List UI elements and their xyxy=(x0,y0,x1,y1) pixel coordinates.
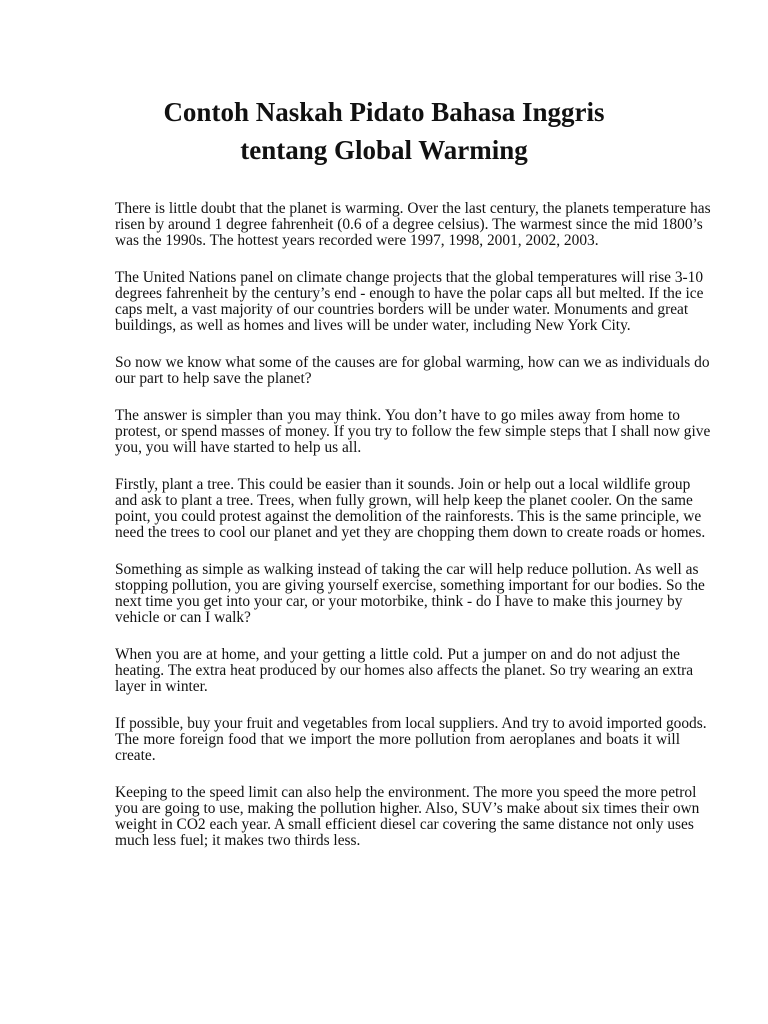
text-line: and ask to plant a tree. Trees, when fully grown, will help keep the planet cooler. On the same xyxy=(115,492,693,509)
text-line: buildings, as well as homes and lives will be under water, including New York City. xyxy=(115,317,631,334)
paragraph xyxy=(115,784,700,849)
text-line: The United Nations panel on climate change projects that the global temperatures will rise 3-10 xyxy=(115,269,704,286)
text-line: protest, or spend masses of money. If you try to follow the few simple steps that I shall now give xyxy=(115,423,711,440)
paragraph xyxy=(115,354,710,387)
text-line: risen by around 1 degree fahrenheit (0.6 of a degree celsius). The warmest since the mid 1800’s xyxy=(115,216,703,233)
text-line: caps melt, a vast majority of our countries borders will be under water. Monuments and great xyxy=(115,301,689,318)
text-line: much less fuel; it makes two thirds less. xyxy=(115,832,361,849)
text-line: weight in CO2 each year. A small efficient diesel car covering the same distance not only uses xyxy=(115,816,694,833)
text-line: our part to help save the planet? xyxy=(115,370,312,387)
paragraph xyxy=(115,269,704,334)
text-line: Keeping to the speed limit can also help the environment. The more you speed the more petrol xyxy=(115,784,697,801)
paragraph xyxy=(115,200,711,249)
text-line: was the 1990s. The hottest years recorded were 1997, 1998, 2001, 2002, 2003. xyxy=(115,232,599,249)
text-line: need the trees to cool our planet and yet they are chopping them down to create roads or homes. xyxy=(115,524,706,541)
text-line: layer in winter. xyxy=(115,678,208,695)
paragraph xyxy=(115,646,694,695)
paragraph xyxy=(115,476,706,541)
text-line: The answer is simpler than you may think. You don’t have to go miles away from home to xyxy=(115,407,680,424)
text-line: create. xyxy=(115,747,156,764)
text-line: The more foreign food that we import the more pollution from aeroplanes and boats it will xyxy=(115,731,680,748)
text-line: vehicle or can I walk? xyxy=(115,609,251,626)
title-line: tentang Global Warming xyxy=(240,135,528,165)
text-line: next time you get into your car, or your motorbike, think - do I have to make this journey by xyxy=(115,593,683,610)
text-line: There is little doubt that the planet is warming. Over the last century, the planets temperature has xyxy=(115,200,711,217)
document-title xyxy=(0,93,768,169)
text-line: Firstly, plant a tree. This could be easier than it sounds. Join or help out a local wildlife group xyxy=(115,476,691,493)
text-line: If possible, buy your fruit and vegetables from local suppliers. And try to avoid imported goods. xyxy=(115,715,707,732)
text-line: So now we know what some of the causes are for global warming, how can we as individuals do xyxy=(115,354,710,371)
text-line: When you are at home, and your getting a little cold. Put a jumper on and do not adjust the xyxy=(115,646,680,663)
paragraph xyxy=(115,561,705,626)
text-line: heating. The extra heat produced by our homes also affects the planet. So try wearing an extra xyxy=(115,662,694,679)
text-line: degrees fahrenheit by the century’s end - enough to have the polar caps all but melted. If the ice xyxy=(115,285,704,302)
title-line: Contoh Naskah Pidato Bahasa Inggris xyxy=(163,97,605,127)
text-line: stopping pollution, you are giving yourself exercise, something important for our bodies. So the xyxy=(115,577,705,594)
text-line: you, you will have started to help us all. xyxy=(115,439,362,456)
text-line: you are going to use, making the pollution higher. Also, SUV’s make about six times their own xyxy=(115,800,700,817)
paragraph xyxy=(115,715,707,764)
text-line: Something as simple as walking instead of taking the car will help reduce pollution. As well as xyxy=(115,561,699,578)
text-line: point, you could protest against the demolition of the rainforests. This is the same principle, we xyxy=(115,508,702,525)
paragraph xyxy=(115,407,711,456)
document-body xyxy=(115,200,711,870)
